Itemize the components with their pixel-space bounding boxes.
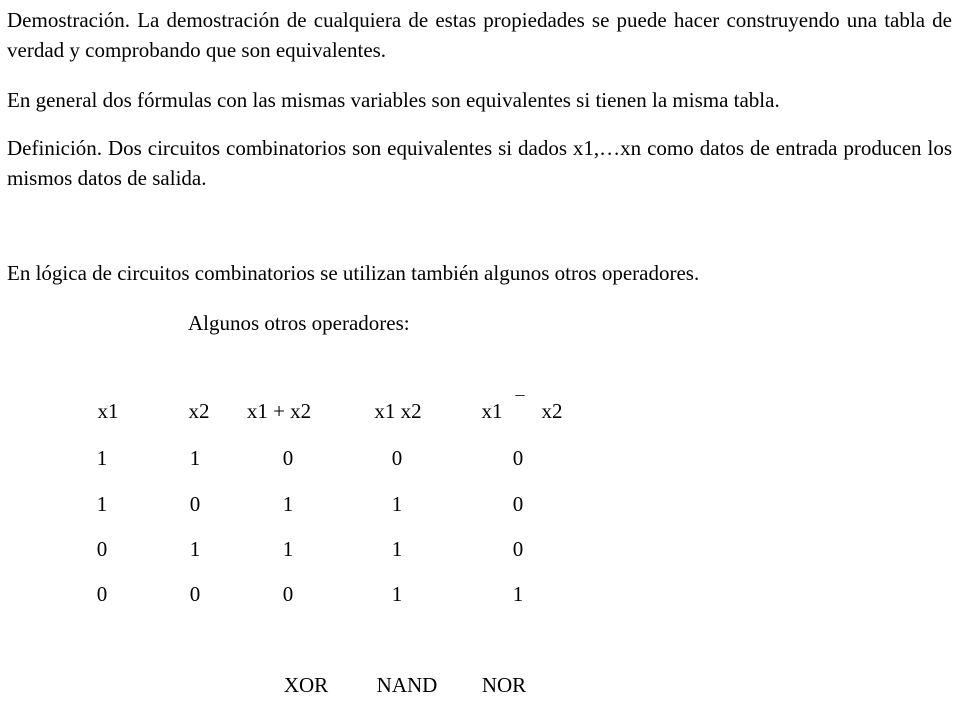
header-nor-overbar: ¯ bbox=[515, 393, 525, 413]
table-cell: 1 bbox=[96, 492, 108, 516]
operator-label-xor: XOR bbox=[283, 673, 329, 697]
table-cell: 0 bbox=[512, 446, 524, 470]
table-cell: 1 bbox=[282, 537, 294, 561]
table-subtitle: Algunos otros operadores: bbox=[188, 311, 410, 335]
table-cell: 1 bbox=[391, 582, 403, 606]
table-cell: 0 bbox=[282, 582, 294, 606]
header-nor-x1: x1 bbox=[481, 399, 503, 423]
table-cell: 1 bbox=[282, 492, 294, 516]
table-cell: 0 bbox=[189, 492, 201, 516]
table-cell: 1 bbox=[391, 537, 403, 561]
table-cell: 0 bbox=[391, 446, 403, 470]
paragraph-definicion: Definición. Dos circuitos combinatorios son equivalentes si dados x1,…xn como datos de entrada producen los mismos datos de salida. bbox=[7, 136, 952, 190]
header-x1: x1 bbox=[97, 399, 119, 423]
header-nand: x1 x2 bbox=[374, 399, 422, 423]
paragraph-demostracion: Demostración. La demostración de cualquiera de estas propiedades se puede hacer construyendo una tabla de verdad y comprobando que son equivalentes. bbox=[7, 8, 952, 62]
table-cell: 1 bbox=[189, 446, 201, 470]
paragraph-general: En general dos fórmulas con las mismas variables son equivalentes si tienen la misma tabla. bbox=[7, 88, 780, 112]
table-cell: 0 bbox=[96, 537, 108, 561]
table-cell: 0 bbox=[512, 537, 524, 561]
operator-label-nand: NAND bbox=[376, 673, 438, 697]
table-cell: 0 bbox=[282, 446, 294, 470]
paragraph-logica: En lógica de circuitos combinatorios se utilizan también algunos otros operadores. bbox=[7, 261, 700, 285]
header-xor: x1 + x2 bbox=[246, 399, 312, 423]
header-nor-x2: x2 bbox=[541, 399, 563, 423]
table-cell: 0 bbox=[189, 582, 201, 606]
table-cell: 1 bbox=[96, 446, 108, 470]
table-cell: 0 bbox=[96, 582, 108, 606]
table-cell: 1 bbox=[391, 492, 403, 516]
table-cell: 1 bbox=[512, 582, 524, 606]
table-cell: 1 bbox=[189, 537, 201, 561]
header-x2: x2 bbox=[188, 399, 210, 423]
table-cell: 0 bbox=[512, 492, 524, 516]
operator-label-nor: NOR bbox=[481, 673, 527, 697]
